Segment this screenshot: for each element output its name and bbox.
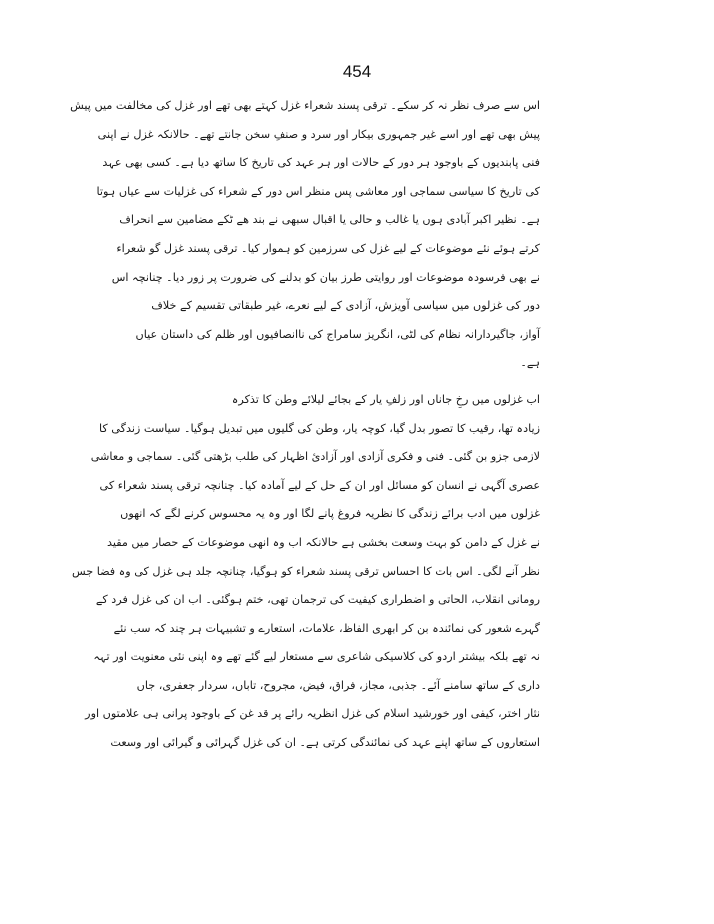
text-line: استعاروں کے ساتھ اپنے عہد کی نمائندگی کرتی ہے۔ ان کی غزل گہرائی و گیرائی اور وسعت bbox=[110, 736, 540, 750]
body-text bbox=[70, 92, 540, 758]
text-line: نثار اختر، کیفی اور خورشید اسلام کی غزل انظریہ رائے پر قد غن کے باوجود پرانی ہی علامتوں اور bbox=[85, 707, 540, 721]
text-line: فنی پابندیوں کے باوجود ہر دور کے حالات اور ہر عہد کی تاریخ کا ساتھ دیا ہے۔ کسی بھی عہد bbox=[102, 156, 540, 170]
paragraph-1 bbox=[70, 92, 540, 378]
text-line: دور کی غزلوں میں سیاسی آویزش، آزادی کے لیے نعرے، غیر طبقاتی تقسیم کے خلاف bbox=[151, 299, 540, 313]
text-line: ہے۔ bbox=[520, 356, 540, 370]
text-line: ہے۔ نظیر اکبر آبادی ہوں یا غالب و حالی یا اقبال سبھی نے بند ھے ٹکے مضامین سے انحراف bbox=[119, 213, 540, 227]
text-line: اس سے صرف نظر نہ کر سکے۔ ترقی پسند شعراء غزل کہتے بھی تھے اور غزل کی مخالفت میں پیش bbox=[70, 99, 540, 112]
text-line: نے غزل کے دامن کو بہت وسعت بخشی ہے حالانکہ اب وہ انھی موضوعات کے حصار میں مقید bbox=[106, 535, 540, 549]
text-line: کرتے ہوئے نئے موضوعات کے لیے غزل کی سرزمین کو ہموار کیا۔ ترقی پسند غزل گو شعراء bbox=[116, 241, 540, 255]
text-line: آواز، جاگیردارانہ نظام کی لٹی، انگریز سامراج کی ناانصافیوں اور ظلم کی داستان عیاں bbox=[135, 327, 540, 341]
text-line: عصری آگہی نے انسان کو مسائل اور ان کے حل کے لیے آمادہ کیا۔ چنانچہ ترقی پسند شعراء کی bbox=[99, 478, 540, 492]
text-line: اب غزلوں میں رخِ جاناں اور زلفِ یار کے بجائے لیلائے وطن کا تذکرہ bbox=[231, 392, 540, 406]
text-line: نے بھی فرسودہ موضوعات اور روایتی طرز بیان کو بدلنے کی ضرورت پر زور دیا۔ چنانچہ اس bbox=[111, 270, 540, 284]
text-line: نہ تھے بلکہ بیشتر اردو کی کلاسیکی شاعری سے مستعار لیے گئے تھے وہ اپنی نئی معنویت اور تہہ bbox=[93, 650, 540, 664]
text-line: گہرے شعور کی نمائندہ بن کر ابھری الفاظ، علامات، استعارے و تشبیہات ہر چند کہ سب نئے bbox=[113, 621, 540, 635]
text-line: نظر آنے لگی۔ اس بات کا احساس ترقی پسند شعراء کو ہوگیا، چنانچہ جلد ہی غزل کی وہ فضا جس bbox=[71, 564, 540, 578]
page-number: 454 bbox=[342, 62, 372, 81]
text-line: غزلوں میں ادب برائے زندگی کا نظریہ فروغ پانے لگا اور وہ یہ محسوس کرنے لگے کہ انھوں bbox=[120, 507, 540, 521]
text-line: داری کے ساتھ سامنے آئے۔ جذبی، مجاز، فراق، فیض، مجروح، تاباں، سردار جعفری، جاں bbox=[136, 678, 540, 692]
paragraph-2 bbox=[71, 386, 540, 758]
text-line: زیادہ تھا، رقیب کا تصور بدل گیا، کوچہ یار، وطن کی گلیوں میں تبدیل ہوگیا۔ سیاست زندگی کا bbox=[99, 421, 540, 435]
paragraph-gap bbox=[176, 378, 540, 386]
text-line: پیش بھی تھے اور اسے غیر جمہوری بیکار اور سرد و صنفِ سخن جانتے تھے۔ حالانکہ غزل نے اپنی bbox=[97, 127, 540, 141]
text-line: رومانی انقلاب، الحاتی و اضطراری کیفیت کی ترجمان تھی، ختم ہوگئی۔ اب ان کی غزل فرد کے bbox=[95, 593, 540, 607]
text-line: لازمی جزو بن گئی۔ فنی و فکری آزادی اور آزادیٔ اظہار کی طلب بڑھتی گئی۔ سماجی و معاشی bbox=[90, 450, 540, 464]
text-line: کی تاریخ کا سیاسی سماجی اور معاشی پس منظر اس دور کے شعراء کی غزلیات سے عیاں ہوتا bbox=[96, 184, 540, 198]
